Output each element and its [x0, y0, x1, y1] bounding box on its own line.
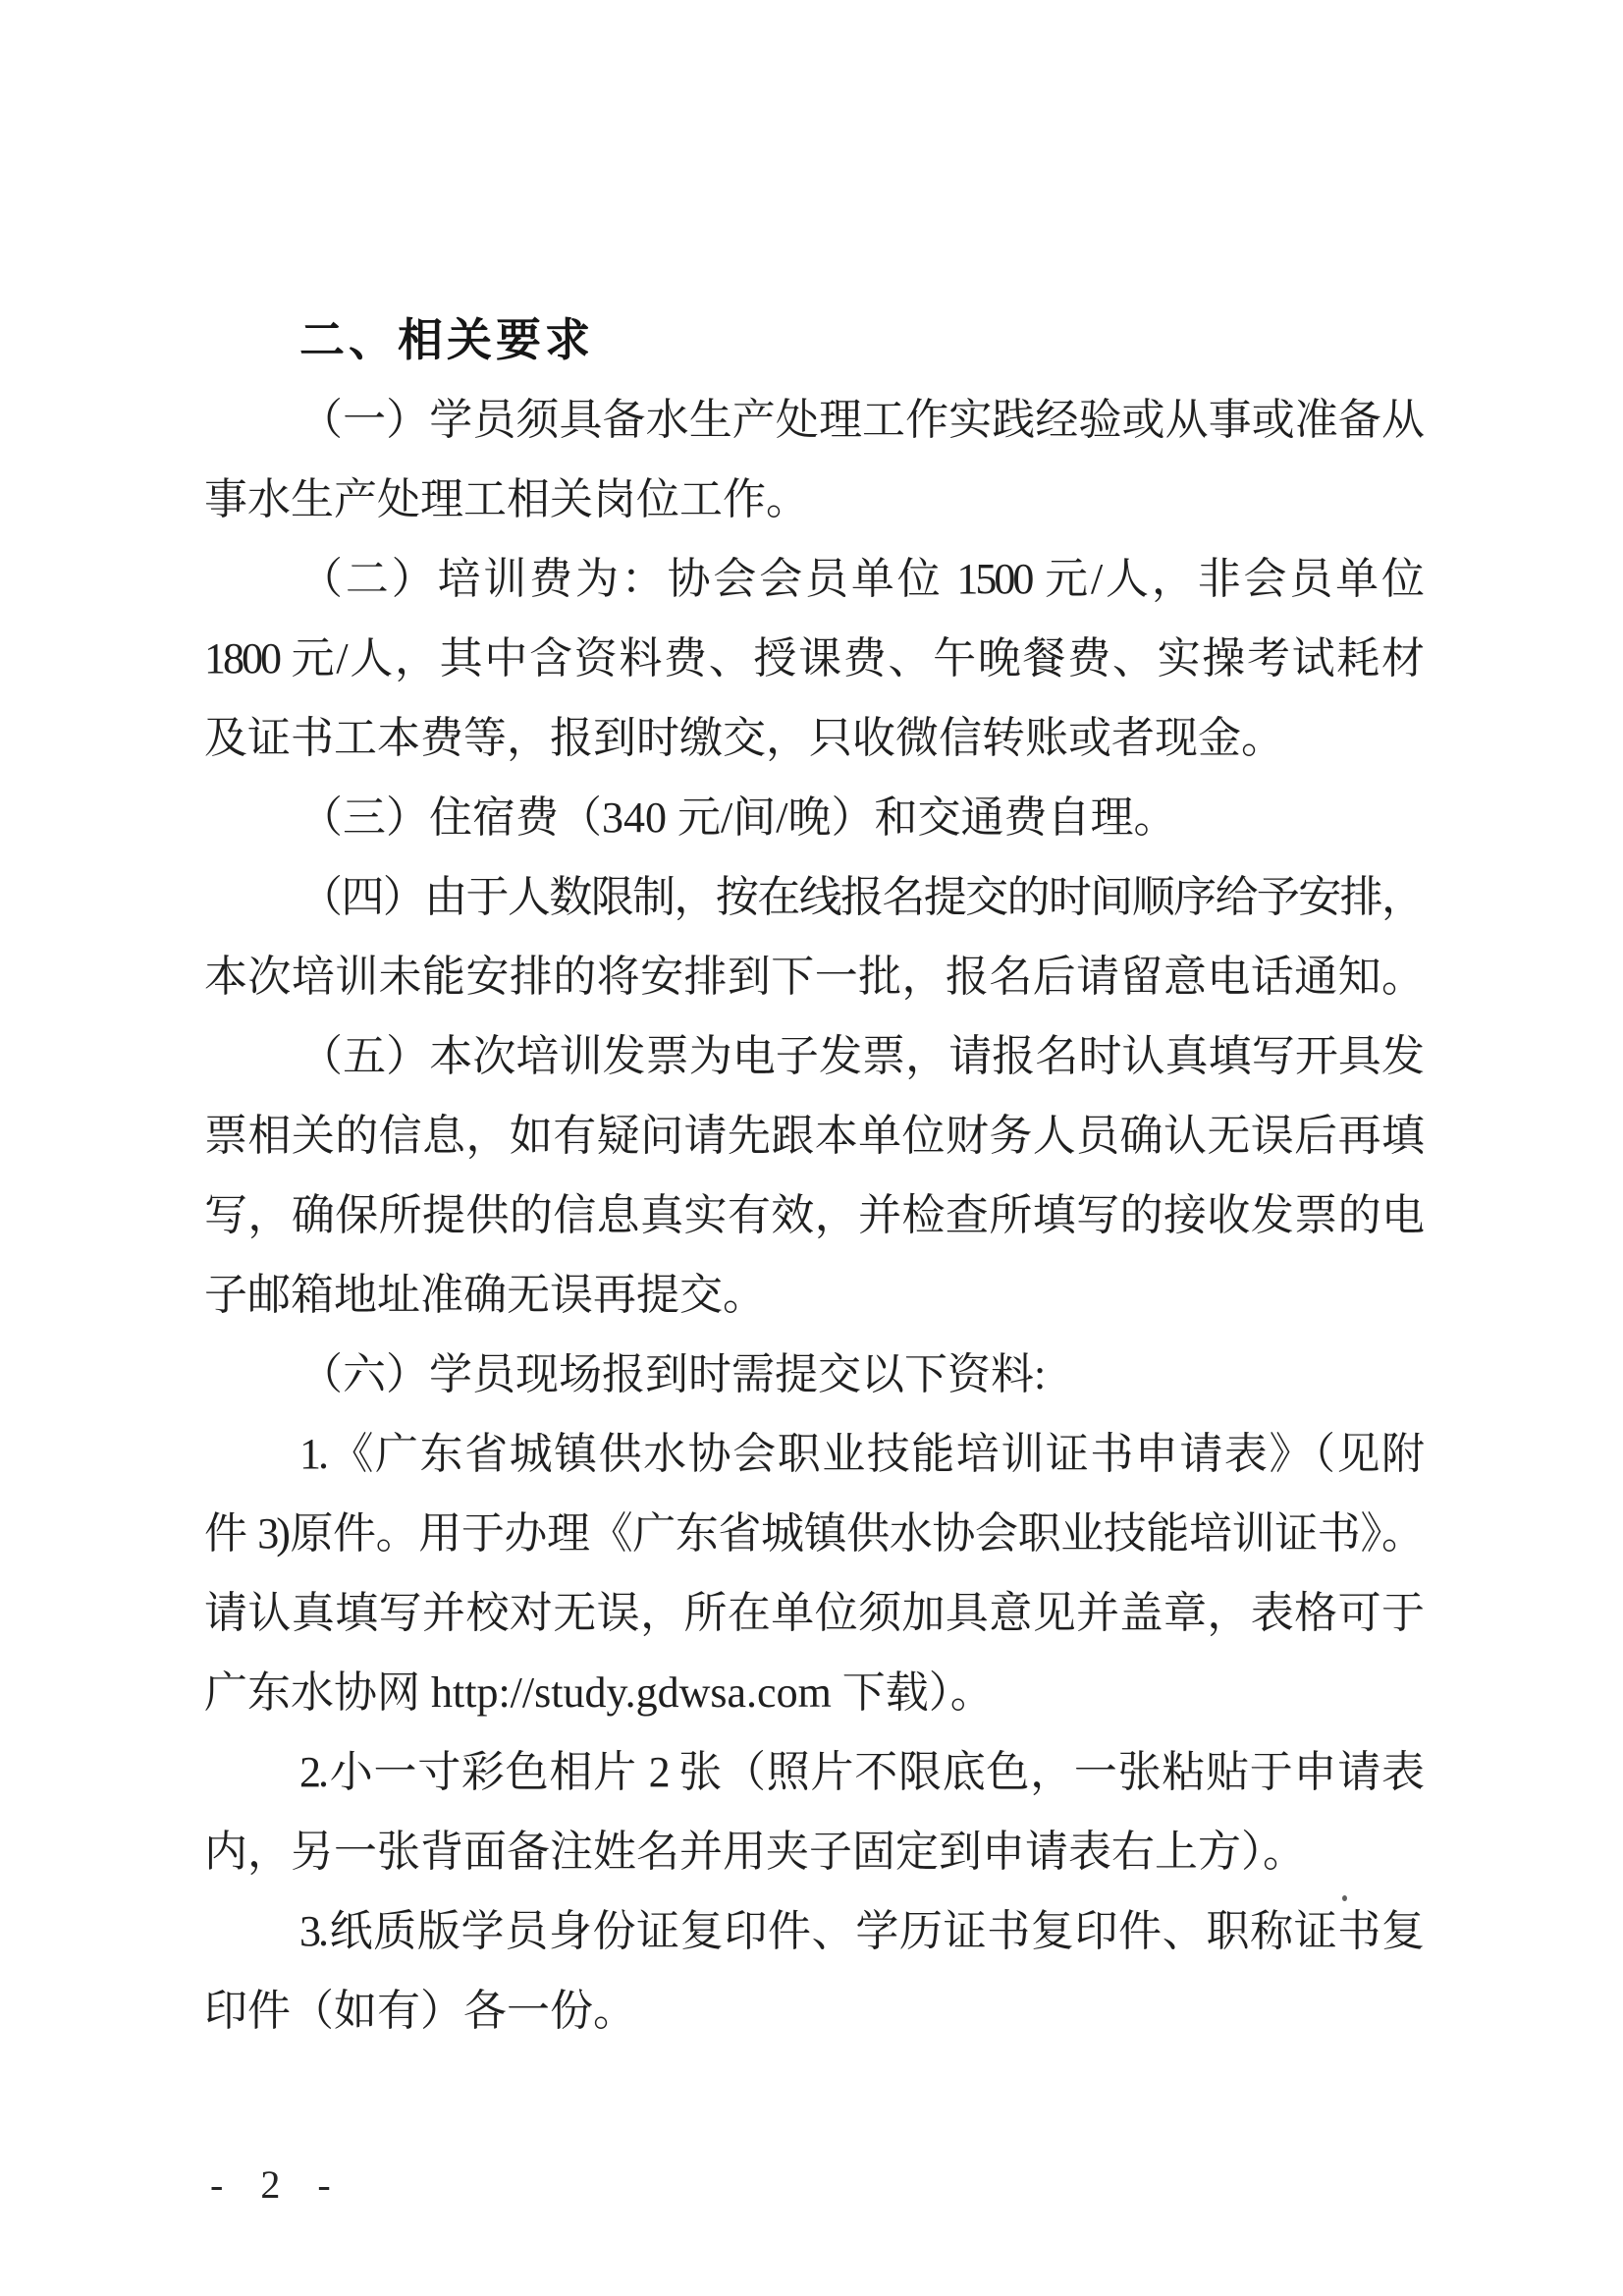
text-line: （六）学员现场报到时需提交以下资料:	[299, 1350, 1047, 1398]
text-line: （一）学员须具备水生产处理工作实践经验或从事或准备从	[299, 396, 1422, 444]
page-number: - 2 -	[210, 2162, 345, 2207]
text-line: 1800 元/人，其中含资料费、授课费、午晚餐费、实操考试耗材	[204, 634, 1422, 683]
text-line: 子邮箱地址准确无误再提交。	[204, 1271, 766, 1319]
text-line: 件 3)原件。用于办理《广东省城镇供水协会职业技能培训证书》。	[204, 1509, 1422, 1558]
text-line: 广东水协网 http://study.gdwsa.com 下载）。	[204, 1668, 994, 1717]
text-line: 写，确保所提供的信息真实有效，并检查所填写的接收发票的电	[204, 1191, 1422, 1239]
scan-speck	[1342, 1895, 1347, 1901]
text-line: 1.《广东省城镇供水协会职业技能培训证书申请表》（见附	[299, 1430, 1422, 1478]
section-heading: 二、相关要求	[299, 314, 594, 365]
text-line: 本次培训未能安排的将安排到下一批，报名后请留意电话通知。	[204, 953, 1422, 1001]
text-line: 事水生产处理工相关岗位工作。	[204, 475, 809, 523]
text-line: 票相关的信息，如有疑问请先跟本单位财务人员确认无误后再填	[204, 1112, 1422, 1160]
text-line: （二）培训费为：协会会员单位 1500 元/人，非会员单位	[299, 555, 1422, 603]
text-line: 3.纸质版学员身份证复印件、学历证书复印件、职称证书复	[299, 1907, 1422, 1955]
text-line: 内，另一张背面备注姓名并用夹子固定到申请表右上方）。	[204, 1828, 1306, 1876]
text-line: （三）住宿费（340 元/间/晚）和交通费自理。	[299, 793, 1177, 842]
text-line: 及证书工本费等，报到时缴交，只收微信转账或者现金。	[204, 714, 1284, 762]
text-line: 印件（如有）各一份。	[204, 1987, 636, 2035]
text-line: 2.小一寸彩色相片 2 张（照片不限底色，一张粘贴于申请表	[299, 1748, 1422, 1796]
text-line: （四）由于人数限制，按在线报名提交的时间顺序给予安排，	[299, 873, 1422, 921]
text-line: （五）本次培训发票为电子发票，请报名时认真填写开具发	[299, 1032, 1422, 1080]
document-body	[204, 301, 1422, 2050]
text-line: 请认真填写并校对无误，所在单位须加具意见并盖章，表格可于	[204, 1589, 1422, 1637]
